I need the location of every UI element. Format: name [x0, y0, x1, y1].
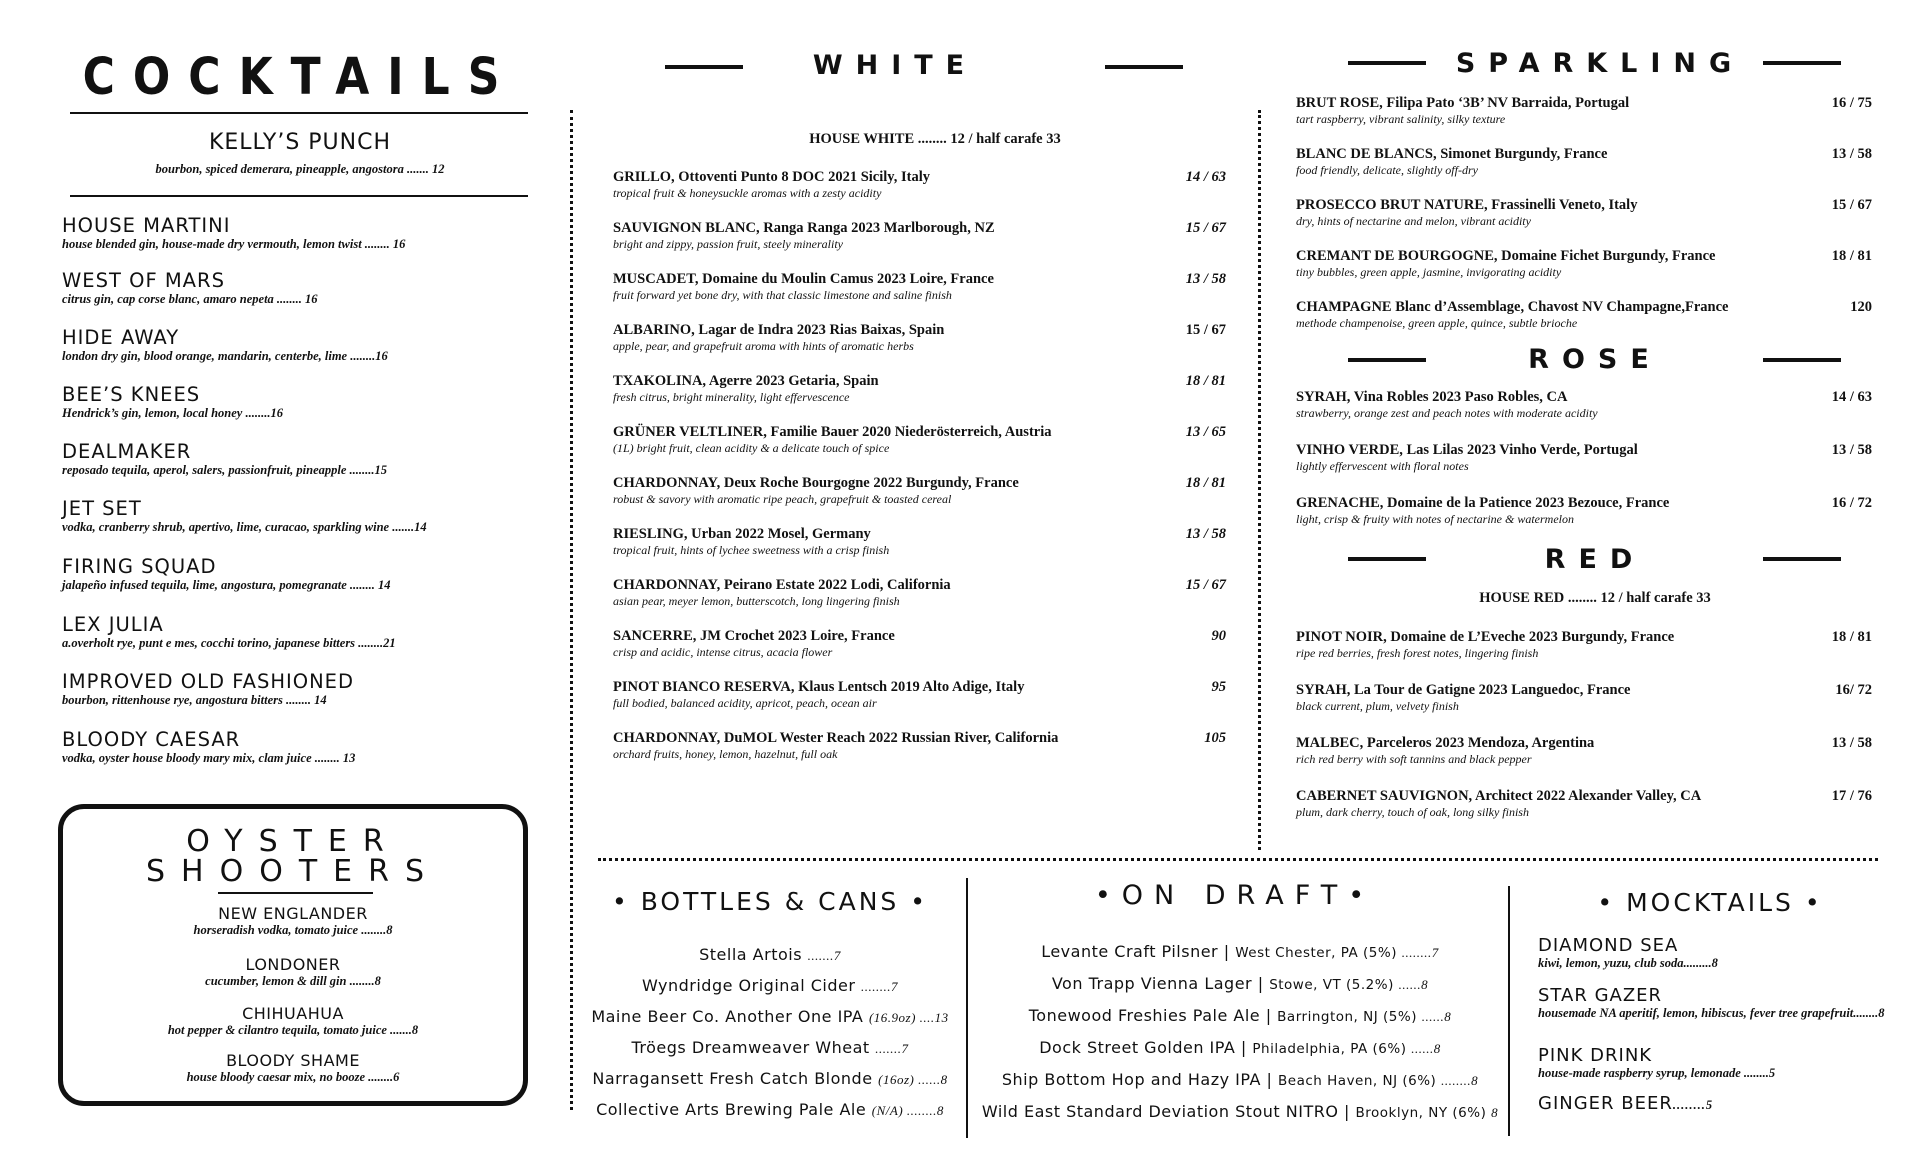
bottles-title: • BOTTLES & CANS • [612, 887, 928, 916]
wine-desc: food friendly, delicate, slightly off-dry [1296, 163, 1478, 177]
cocktails-title: COCKTAILS [82, 48, 518, 107]
bottom-divider-1 [966, 878, 968, 1138]
wine-name: PROSECCO BRUT NATURE, Frassinelli Veneto, Italy [1296, 197, 1638, 213]
draft-name: Levante Craft Pilsner | [1041, 942, 1236, 961]
bottle-size-note: (16oz) [878, 1072, 915, 1087]
wine-price: 90 [1211, 628, 1226, 644]
wine-desc: light, crisp & fruity with notes of nectarine & watermelon [1296, 512, 1574, 526]
wine-name: SYRAH, Vina Robles 2023 Paso Robles, CA [1296, 389, 1568, 405]
bottle-price: .......7 [875, 1041, 909, 1056]
cocktail-item [62, 498, 552, 534]
wine-desc: full bodied, balanced acidity, apricot, peach, ocean air [613, 696, 877, 710]
draft-item [975, 1070, 1505, 1089]
cocktail-item [62, 327, 552, 363]
oyster-name: CHIHUAHUA [242, 1004, 344, 1023]
cocktail-desc: bourbon, rittenhouse rye, angostura bitters ........ 14 [62, 693, 327, 707]
cocktail-item [62, 671, 552, 707]
wine-desc: strawberry, orange zest and peach notes with moderate acidity [1296, 406, 1598, 420]
cocktail-desc: house blended gin, house-made dry vermouth, lemon twist ........ 16 [62, 237, 406, 251]
wine-desc: fresh citrus, bright minerality, light effervescence [613, 390, 850, 404]
cocktail-name: HIDE AWAY [62, 326, 180, 349]
bottle-price: ........7 [861, 979, 899, 994]
bottle-item [580, 1038, 960, 1057]
wine-name: MUSCADET, Domaine du Moulin Camus 2023 Loire, France [613, 271, 994, 287]
wine-price: 18 / 81 [1185, 475, 1226, 491]
wine-desc: tiny bubbles, green apple, jasmine, invigorating acidity [1296, 265, 1562, 279]
draft-location: West Chester, PA (5%) [1235, 945, 1402, 961]
wine-name: MALBEC, Parceleros 2023 Mendoza, Argentina [1296, 735, 1595, 751]
cocktail-name: LEX JULIA [62, 613, 164, 636]
wine-name: CHARDONNAY, DuMOL Wester Reach 2022 Russian River, California [613, 730, 1059, 746]
oyster-item [63, 1052, 523, 1084]
bottle-item [580, 1100, 960, 1119]
red-wine-item [1296, 628, 1872, 661]
draft-title: •ON DRAFT• [1094, 880, 1376, 911]
mocktail-name: PINK DRINK [1538, 1045, 1653, 1066]
white-wine-item [613, 219, 1226, 252]
wine-price: 17 / 76 [1831, 788, 1872, 804]
wine-price: 16 / 75 [1831, 95, 1872, 111]
wine-price: 15 / 67 [1185, 577, 1226, 593]
bottle-item [580, 976, 960, 995]
white-wine-item [613, 525, 1226, 558]
bottle-name: Stella Artois [699, 945, 808, 964]
white-wine-item [613, 168, 1226, 201]
sparkling-wine-item [1296, 145, 1872, 178]
draft-price: 8 [1491, 1105, 1499, 1120]
column-divider-left [570, 110, 573, 1110]
cocktail-desc: vodka, cranberry shrub, apertivo, lime, curacao, sparkling wine .......14 [62, 520, 427, 534]
draft-item [975, 942, 1505, 961]
cocktail-name: IMPROVED OLD FASHIONED [62, 670, 355, 693]
mocktail-desc: kiwi, lemon, yuzu, club soda.........8 [1538, 956, 1718, 970]
wine-price: 14 / 63 [1831, 389, 1872, 405]
white-wine-item [613, 576, 1226, 609]
cocktail-item [62, 729, 552, 765]
wine-desc: crisp and acidic, intense citrus, acacia flower [613, 645, 833, 659]
bottom-divider-2 [1508, 886, 1510, 1136]
draft-location: Brooklyn, NY (6%) [1355, 1105, 1492, 1121]
sparkling-wine-item [1296, 196, 1872, 229]
wine-name: CHARDONNAY, Peirano Estate 2022 Lodi, California [613, 577, 951, 593]
oyster-title-line1: OYSTER [186, 824, 400, 859]
wine-desc: tropical fruit, hints of lychee sweetness with a crisp finish [613, 543, 890, 557]
bottle-size-note: (16.9oz) [868, 1010, 916, 1025]
mocktail-item [1538, 1094, 1898, 1114]
cocktail-name: JET SET [62, 497, 142, 520]
bottom-section-divider [598, 858, 1878, 861]
wine-price: 13 / 58 [1185, 271, 1226, 287]
wine-price: 120 [1850, 299, 1872, 315]
cocktail-desc: vodka, oyster house bloody mary mix, clam juice ........ 13 [62, 751, 356, 765]
draft-name: Dock Street Golden IPA | [1039, 1038, 1253, 1057]
oyster-divider [218, 892, 373, 894]
bottle-item [580, 1007, 960, 1026]
bottle-name: Wyndridge Original Cider [641, 976, 862, 995]
bottle-size-note: (N/A) [871, 1103, 904, 1118]
wine-desc: ripe red berries, fresh forest notes, lingering finish [1296, 646, 1539, 660]
bottle-name: Narragansett Fresh Catch Blonde [592, 1069, 879, 1088]
wine-desc: tropical fruit & honeysuckle aromas with a zesty acidity [613, 186, 882, 200]
draft-price: ........7 [1401, 945, 1439, 960]
wine-price: 13 / 58 [1831, 735, 1872, 751]
cocktail-item [62, 441, 552, 477]
mocktail-item [1538, 936, 1898, 970]
wine-desc: asian pear, meyer lemon, butterscotch, long lingering finish [613, 594, 900, 608]
sparkling-wine-item [1296, 94, 1872, 127]
wine-desc: methode champenoise, green apple, quince, subtle brioche [1296, 316, 1578, 330]
wine-desc: orchard fruits, honey, lemon, hazelnut, full oak [613, 747, 838, 761]
wine-price: 16/ 72 [1835, 682, 1872, 698]
wine-name: CHARDONNAY, Deux Roche Bourgogne 2022 Burgundy, France [613, 475, 1019, 491]
rose-wine-item [1296, 441, 1872, 474]
rose-wine-item [1296, 388, 1872, 421]
cocktails-divider-top [70, 112, 528, 114]
wine-desc: tart raspberry, vibrant salinity, silky texture [1296, 112, 1506, 126]
wine-desc: apple, pear, and grapefruit aroma with hints of aromatic herbs [613, 339, 914, 353]
oyster-desc: hot pepper & cilantro tequila, tomato juice .......8 [167, 1023, 419, 1037]
draft-price: ........8 [1441, 1073, 1479, 1088]
cocktail-desc: a.overholt rye, punt e mes, cocchi torino, japanese bitters ........21 [62, 636, 396, 650]
white-rule-left [665, 65, 743, 69]
red-title: RED [1544, 544, 1646, 575]
draft-location: Barrington, NJ (5%) [1277, 1009, 1422, 1025]
wine-name: SANCERRE, JM Crochet 2023 Loire, France [613, 628, 895, 644]
wine-desc: fruit forward yet bone dry, with that classic limestone and saline finish [613, 288, 952, 302]
column-divider-middle [1258, 110, 1261, 850]
cocktail-desc: reposado tequila, aperol, salers, passionfruit, pineapple ........15 [62, 463, 388, 477]
white-rule-right [1105, 65, 1183, 69]
wine-price: 18 / 81 [1831, 629, 1872, 645]
draft-price: ......8 [1411, 1041, 1441, 1056]
draft-location: Philadelphia, PA (6%) [1252, 1041, 1412, 1057]
mocktail-desc: housemade NA aperitif, lemon, hibiscus, fever tree grapefruit........8 [1538, 1006, 1885, 1020]
wine-desc: rich red berry with soft tannins and black pepper [1296, 752, 1532, 766]
oyster-desc: cucumber, lemon & dill gin ........8 [205, 974, 381, 988]
red-house: HOUSE RED ........ 12 / half carafe 33 [1479, 590, 1711, 606]
wine-name: GRÜNER VELTLINER, Familie Bauer 2020 Niederösterreich, Austria [613, 424, 1052, 440]
cocktail-name: FIRING SQUAD [62, 555, 217, 578]
sparkling-wine-item [1296, 298, 1872, 331]
white-wine-item [613, 321, 1226, 354]
wine-name: SYRAH, La Tour de Gatigne 2023 Languedoc, France [1296, 682, 1631, 698]
wine-price: 13 / 58 [1831, 146, 1872, 162]
wine-desc: dry, hints of nectarine and melon, vibrant acidity [1296, 214, 1531, 228]
rose-wine-item [1296, 494, 1872, 527]
white-wine-item [613, 678, 1226, 711]
sparkling-rule-left [1348, 61, 1426, 65]
mocktails-title: • MOCKTAILS • [1597, 888, 1823, 917]
wine-price: 16 / 72 [1831, 495, 1872, 511]
mocktail-item [1538, 1046, 1898, 1080]
oyster-item [63, 905, 523, 937]
cocktail-desc: citrus gin, cap corse blanc, amaro nepeta ........ 16 [62, 292, 318, 306]
oyster-shooters-box [58, 804, 528, 1106]
wine-desc: black current, plum, velvety finish [1296, 699, 1459, 713]
white-wine-item [613, 729, 1226, 762]
bottle-price: ....13 [915, 1010, 949, 1025]
oyster-desc: house bloody caesar mix, no booze ........6 [186, 1070, 400, 1084]
wine-desc: lightly effervescent with floral notes [1296, 459, 1469, 473]
mocktail-desc: ........5 [1672, 1098, 1714, 1112]
wine-price: 13 / 65 [1185, 424, 1226, 440]
oyster-desc: horseradish vodka, tomato juice ........8 [193, 923, 393, 937]
oyster-name: BLOODY SHAME [226, 1051, 360, 1070]
oyster-name: NEW ENGLANDER [218, 904, 368, 923]
bottle-price: ........8 [903, 1103, 944, 1118]
draft-location: Stowe, VT (5.2%) [1269, 977, 1399, 993]
cocktail-item [62, 215, 552, 251]
wine-name: CABERNET SAUVIGNON, Architect 2022 Alexander Valley, CA [1296, 788, 1702, 804]
cocktail-name: HOUSE MARTINI [62, 214, 231, 237]
white-wine-item [613, 270, 1226, 303]
bottle-price: .......7 [807, 948, 841, 963]
white-wine-item [613, 627, 1226, 660]
rose-rule-left [1348, 358, 1426, 362]
wine-name: ALBARINO, Lagar de Indra 2023 Rias Baixas, Spain [613, 322, 945, 338]
bottle-item [580, 945, 960, 964]
mocktail-name: DIAMOND SEA [1538, 935, 1679, 956]
wine-price: 15 / 67 [1185, 322, 1226, 338]
wine-name: RIESLING, Urban 2022 Mosel, Germany [613, 526, 871, 542]
oyster-name: LONDONER [245, 955, 341, 974]
wine-name: CHAMPAGNE Blanc d’Assemblage, Chavost NV Champagne,France [1296, 299, 1729, 315]
draft-item [975, 1102, 1505, 1121]
draft-name: Wild East Standard Deviation Stout NITRO | [981, 1102, 1356, 1121]
red-wine-item [1296, 787, 1872, 820]
mocktail-desc: house-made raspberry syrup, lemonade ........5 [1538, 1066, 1776, 1080]
cocktail-item [62, 614, 552, 650]
cocktail-item [62, 270, 552, 306]
sparkling-rule-right [1763, 61, 1841, 65]
wine-desc: bright and zippy, passion fruit, steely minerality [613, 237, 843, 251]
white-wine-item [613, 423, 1226, 456]
draft-name: Von Trapp Vienna Lager | [1051, 974, 1270, 993]
cocktail-name: WEST OF MARS [62, 269, 225, 292]
sparkling-wine-item [1296, 247, 1872, 280]
bottle-name: Collective Arts Brewing Pale Ale [596, 1100, 872, 1119]
cocktail-item [62, 384, 552, 420]
featured-cocktail-name: KELLY’S PUNCH [208, 130, 392, 155]
wine-price: 13 / 58 [1831, 442, 1872, 458]
wine-desc: robust & savory with aromatic ripe peach, grapefruit & toasted cereal [613, 492, 952, 506]
bottle-item [580, 1069, 960, 1088]
oyster-title-line2: SHOOTERS [146, 854, 440, 889]
wine-price: 13 / 58 [1185, 526, 1226, 542]
wine-price: 105 [1204, 730, 1226, 746]
white-wine-item [613, 474, 1226, 507]
white-title: WHITE [812, 50, 978, 81]
mocktail-item [1538, 986, 1898, 1020]
cocktail-desc: london dry gin, blood orange, mandarin, centerbe, lime ........16 [62, 349, 388, 363]
wine-name: GRILLO, Ottoventi Punto 8 DOC 2021 Sicily, Italy [613, 169, 931, 185]
draft-item [975, 974, 1505, 993]
draft-item [975, 1038, 1505, 1057]
draft-price: ......8 [1421, 1009, 1452, 1024]
sparkling-title: SPARKLING [1455, 48, 1745, 79]
white-wine-item [613, 372, 1226, 405]
draft-location: Beach Haven, NJ (6%) [1278, 1073, 1442, 1089]
featured-cocktail-desc: bourbon, spiced demerara, pineapple, angostora ....... 12 [155, 162, 445, 176]
cocktail-desc: Hendrick’s gin, lemon, local honey ........16 [62, 406, 283, 420]
wine-name: SAUVIGNON BLANC, Ranga Ranga 2023 Marlborough, NZ [613, 220, 995, 236]
red-wine-item [1296, 734, 1872, 767]
wine-name: VINHO VERDE, Las Lilas 2023 Vinho Verde, Portugal [1296, 442, 1638, 458]
rose-title: ROSE [1528, 344, 1662, 375]
wine-name: PINOT BIANCO RESERVA, Klaus Lentsch 2019 Alto Adige, Italy [613, 679, 1025, 695]
oyster-item [63, 956, 523, 988]
bottle-price: ......8 [914, 1072, 948, 1087]
cocktail-name: BEE’S KNEES [62, 383, 201, 406]
draft-name: Ship Bottom Hop and Hazy IPA | [1001, 1070, 1279, 1089]
red-rule-left [1348, 557, 1426, 561]
draft-name: Tonewood Freshies Pale Ale | [1028, 1006, 1278, 1025]
wine-name: GRENACHE, Domaine de la Patience 2023 Bezouce, France [1296, 495, 1670, 511]
mocktail-name: GINGER BEER [1538, 1093, 1673, 1114]
red-rule-right [1763, 557, 1841, 561]
wine-price: 18 / 81 [1185, 373, 1226, 389]
wine-price: 15 / 67 [1185, 220, 1226, 236]
cocktail-desc: jalapeño infused tequila, lime, angostura, pomegranate ........ 14 [62, 578, 391, 592]
rose-rule-right [1763, 358, 1841, 362]
cocktail-name: BLOODY CAESAR [62, 728, 241, 751]
wine-name: TXAKOLINA, Agerre 2023 Getaria, Spain [613, 373, 879, 389]
white-house: HOUSE WHITE ........ 12 / half carafe 33 [809, 131, 1061, 147]
wine-name: BRUT ROSE, Filipa Pato ‘3B’ NV Barraida, Portugal [1296, 95, 1630, 111]
red-wine-item [1296, 681, 1872, 714]
wine-price: 95 [1211, 679, 1226, 695]
cocktail-name: DEALMAKER [62, 440, 192, 463]
cocktail-item [62, 556, 552, 592]
wine-name: BLANC DE BLANCS, Simonet Burgundy, France [1296, 146, 1608, 162]
mocktail-line [1538, 1094, 1898, 1114]
wine-desc: (1L) bright fruit, clean acidity & a delicate touch of spice [613, 441, 890, 455]
mocktail-name: STAR GAZER [1538, 985, 1663, 1006]
oyster-item [63, 1005, 523, 1037]
wine-name: PINOT NOIR, Domaine de L’Eveche 2023 Burgundy, France [1296, 629, 1675, 645]
wine-price: 18 / 81 [1831, 248, 1872, 264]
bottle-name: Maine Beer Co. Another One IPA [591, 1007, 869, 1026]
wine-desc: plum, dark cherry, touch of oak, long silky finish [1296, 805, 1529, 819]
draft-item [975, 1006, 1505, 1025]
draft-price: ......8 [1398, 977, 1429, 992]
wine-name: CREMANT DE BOURGOGNE, Domaine Fichet Burgundy, France [1296, 248, 1716, 264]
wine-price: 15 / 67 [1831, 197, 1872, 213]
wine-price: 14 / 63 [1185, 169, 1226, 185]
cocktails-divider-bottom [70, 195, 528, 197]
bottle-name: Tröegs Dreamweaver Wheat [631, 1038, 876, 1057]
